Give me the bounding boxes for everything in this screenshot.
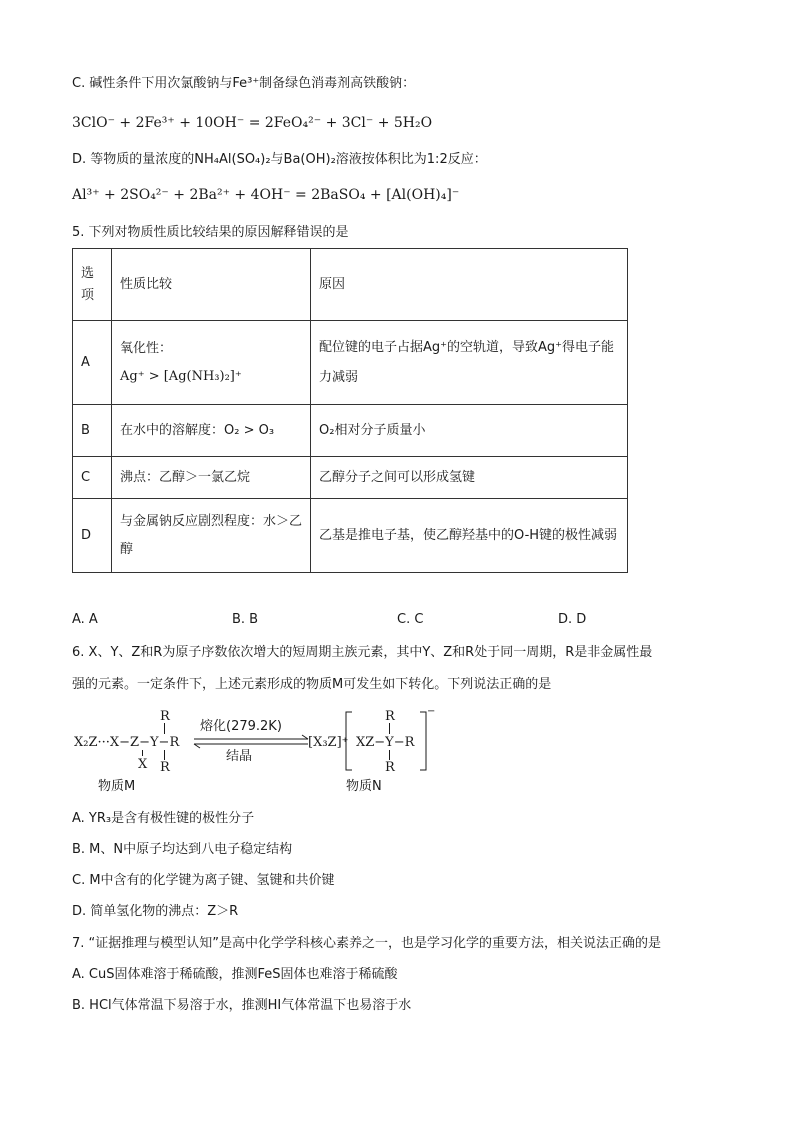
arrow-top-label: 熔化(279.2K): [200, 719, 282, 734]
header-option: [73, 249, 112, 321]
question-5-stem: 5. 下列对物质性质比较结果的原因解释错误的是: [72, 225, 349, 240]
label-m: 物质M: [98, 779, 136, 794]
table-header-row: [73, 249, 628, 321]
question-6-stem-line2: 强的元素。一定条件下，上述元素形成的物质M可发生如下转化。下列说法正确的是: [72, 677, 552, 692]
header-reason: 原因: [311, 249, 628, 321]
table-row: [73, 457, 628, 499]
conversion-diagram: [70, 706, 450, 796]
right-bracket: [420, 712, 426, 770]
row-d-compare: 与金属钠反应剧烈程度：水＞乙醇: [112, 499, 311, 573]
row-c-reason: 乙醇分子之间可以形成氢键: [311, 457, 628, 499]
q6-choice-d[interactable]: D. 简单氢化物的沸点：Z＞R: [72, 904, 239, 919]
row-a-compare: [112, 321, 311, 405]
row-b-option: B: [73, 405, 112, 457]
left-chain: X₂Z···X−Z−Y−R: [74, 735, 180, 750]
row-a-option: A: [73, 321, 112, 405]
q6-choice-c[interactable]: C. M中含有的化学键为离子键、氢键和共价键: [72, 873, 335, 888]
option-c-equation: 3ClO⁻ + 2Fe³⁺ + 10OH⁻ = 2FeO₄²⁻ + 3Cl⁻ + 5H₂O: [72, 115, 433, 131]
row-b-reason: O₂相对分子质量小: [311, 405, 628, 457]
row-d-option: D: [73, 499, 112, 573]
right-anion-chain: XZ−Y−R: [356, 735, 415, 750]
left-top-r: R: [160, 709, 170, 724]
right-bottom-r: R: [385, 760, 395, 775]
q5-choice-d[interactable]: D. D: [558, 612, 587, 627]
backward-arrow-head: [194, 744, 200, 748]
question-7-stem: 7. “证据推理与模型认知”是高中化学学科核心素养之一，也是学习化学的重要方法，相关说法正确的是: [72, 936, 662, 951]
row-a-compare-label: 氧化性：: [120, 340, 173, 356]
q5-choice-c[interactable]: C. C: [397, 612, 424, 627]
option-d-equation: Al³⁺ + 2SO₄²⁻ + 2Ba²⁺ + 4OH⁻ = 2BaSO₄ + [Al(OH)₄]⁻: [72, 187, 460, 203]
row-a-compare-formula: Ag⁺ > [Ag(NH₃)₂]⁺: [120, 368, 242, 384]
row-d-reason: 乙基是推电子基，使乙醇羟基中的O-H键的极性减弱: [311, 499, 628, 573]
option-c-title: C. 碱性条件下用次氯酸钠与Fe³⁺制备绿色消毒剂高铁酸钠：: [72, 76, 416, 91]
row-c-compare: 沸点：乙醇＞一氯乙烷: [112, 457, 311, 499]
table-row: [73, 405, 628, 457]
question-5-choices: [72, 612, 632, 630]
arrow-bottom-label: 结晶: [226, 749, 253, 764]
option-d-title: D. 等物质的量浓度的NH₄Al(SO₄)₂与Ba(OH)₂溶液按体积比为1:2反应：: [72, 152, 487, 167]
left-bottom-x: X: [138, 757, 148, 772]
q6-choice-b[interactable]: B. M、N中原子均达到八电子稳定结构: [72, 842, 293, 857]
q5-choice-a[interactable]: A. A: [72, 612, 98, 627]
header-compare: 性质比较: [112, 249, 311, 321]
right-top-r: R: [385, 709, 395, 724]
row-c-option: C: [73, 457, 112, 499]
right-cation: [X₃Z]⁺: [308, 735, 349, 750]
q6-choice-a[interactable]: A. YR₃是含有极性键的极性分子: [72, 811, 255, 826]
label-n: 物质N: [346, 779, 382, 794]
header-option-text: 选项: [81, 265, 95, 303]
q7-choice-a[interactable]: A. CuS固体难溶于稀硫酸，推测FeS固体也难溶于稀硫酸: [72, 967, 398, 982]
q5-choice-b[interactable]: B. B: [232, 612, 259, 627]
anion-charge: −: [427, 706, 436, 717]
table-row: [73, 321, 628, 405]
row-a-reason: 配位键的电子占据Ag⁺的空轨道，导致Ag⁺得电子能力减弱: [311, 321, 628, 405]
q7-choice-b[interactable]: B. HCl气体常温下易溶于水，推测HI气体常温下也易溶于水: [72, 998, 412, 1013]
left-bottom-r: R: [160, 760, 170, 775]
row-b-compare: 在水中的溶解度：O₂ > O₃: [112, 405, 311, 457]
comparison-table: [72, 248, 628, 573]
table-row: [73, 499, 628, 573]
question-6-stem-line1: 6. X、Y、Z和R为原子序数依次增大的短周期主族元素，其中Y、Z和R处于同一周期，R是非金属性最: [72, 645, 653, 660]
